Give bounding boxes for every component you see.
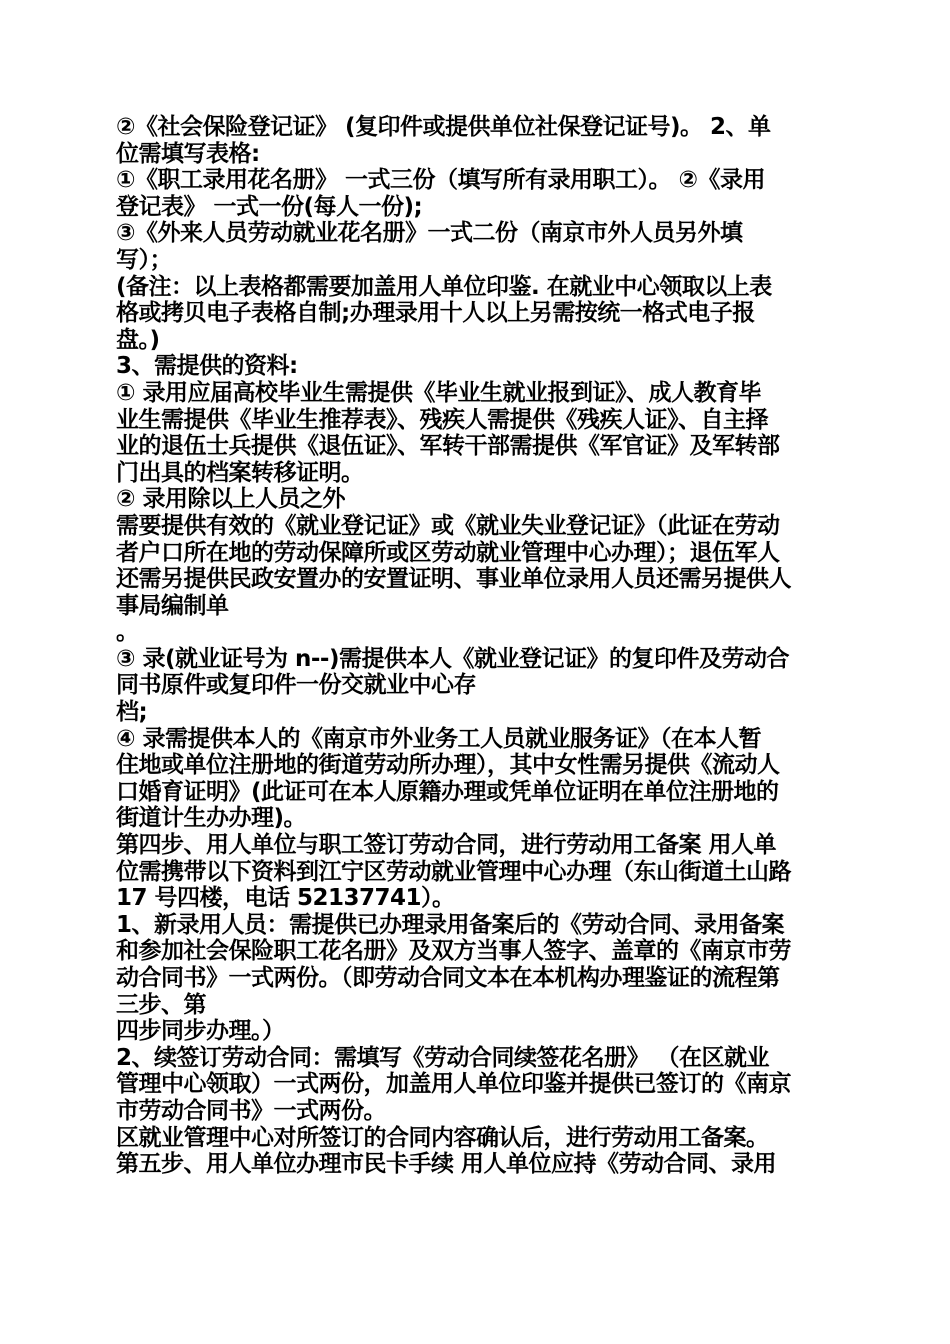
text-line: 三步、第 <box>116 991 206 1018</box>
text-line: ② 录用除以上人员之外 <box>116 486 345 513</box>
text-line: 街道计生办办理)。 <box>116 805 307 832</box>
document-body <box>116 114 842 1178</box>
text-line: 区就业管理中心对所签订的合同内容确认后，进行劳动用工备案。 <box>116 1124 769 1151</box>
text-line: 者户口所在地的劳动保障所或区劳动就业管理中心办理）；退伍军人 <box>116 539 780 566</box>
text-line: ②《社会保险登记证》 (复印件或提供单位社保登记证号)。 2、单 <box>116 114 771 140</box>
text-line: 需要提供有效的《就业登记证》或《就业失业登记证》（此证在劳动 <box>116 512 780 539</box>
text-line: 动合同书》一式两份。（即劳动合同文本在本机构办理鉴证的流程第 <box>116 965 780 991</box>
text-line: 写）； <box>116 246 172 273</box>
text-line: 事局编制单 <box>116 592 229 619</box>
text-line: 市劳动合同书》一式两份。 <box>116 1097 386 1124</box>
text-line: ③《外来人员劳动就业花名册》一式二份（南京市外人员另外填 <box>116 220 743 247</box>
text-line: ①《职工录用花名册》 一式三份（填写所有录用职工）。 ②《录用 <box>116 167 765 194</box>
text-line: 第五步、用人单位办理市民卡手续 用人单位应持《劳动合同、录用 <box>116 1151 777 1178</box>
text-line: 。 <box>116 619 139 646</box>
text-line: 住地或单位注册地的街道劳动所办理），其中女性需另提供《流动人 <box>116 752 780 779</box>
text-line: 和参加社会保险职工花名册》及双方当事人签字、盖章的《南京市劳 <box>116 938 791 965</box>
text-line: (备注：以上表格都需要加盖用人单位印鉴. 在就业中心领取以上表 <box>116 273 772 300</box>
text-line: 第四步、用人单位与职工签订劳动合同，进行劳动用工备案 用人单 <box>116 832 777 859</box>
text-line: 业的退伍士兵提供《退伍证》、军转干部需提供《军官证》及军转部 <box>116 433 780 460</box>
text-line: 管理中心领取）一式两份，加盖用人单位印鉴并提供已签订的《南京 <box>116 1071 791 1098</box>
text-line: 登记表》 一式一份(每人一份); <box>116 193 423 220</box>
text-line: ③ 录(就业证号为 n--)需提供本人《就业登记证》的复印件及劳动合 <box>116 645 789 672</box>
text-line: 位需填写表格: <box>116 140 260 167</box>
text-line: 位需携带以下资料到江宁区劳动就业管理中心办理（东山街道土山路 <box>116 858 791 885</box>
text-line: 1、新录用人员：需提供已办理录用备案后的《劳动合同、录用备案 <box>116 911 785 938</box>
text-line: 门出具的档案转移证明。 <box>116 459 364 486</box>
text-line: 同书原件或复印件一份交就业中心存 <box>116 672 476 699</box>
text-line: 业生需提供《毕业生推荐表》、残疾人需提供《残疾人证》、自主择 <box>116 406 768 433</box>
text-line: 盘。) <box>116 326 160 353</box>
text-line: ① 录用应届高校毕业生需提供《毕业生就业报到证》、成人教育毕 <box>116 379 761 406</box>
text-line: 3、需提供的资料: <box>116 353 298 380</box>
text-line: 四步同步办理。） <box>116 1018 285 1045</box>
text-line: ④ 录需提供本人的《南京市外业务工人员就业服务证》（在本人暂 <box>116 725 761 752</box>
text-line: 格或拷贝电子表格自制;办理录用十人以上另需按统一格式电子报 <box>116 300 755 327</box>
text-line: 还需另提供民政安置办的安置证明、事业单位录用人员还需另提供人 <box>116 566 791 593</box>
text-line: 档; <box>116 699 148 726</box>
text-line: 17 号四楼，电话 52137741）。 <box>116 885 455 912</box>
text-line: 2、续签订劳动合同：需填写《劳动合同续签花名册》 （在区就业 <box>116 1044 770 1071</box>
text-line: 口婚育证明》(此证可在本人原籍办理或凭单位证明在单位注册地的 <box>116 778 779 805</box>
